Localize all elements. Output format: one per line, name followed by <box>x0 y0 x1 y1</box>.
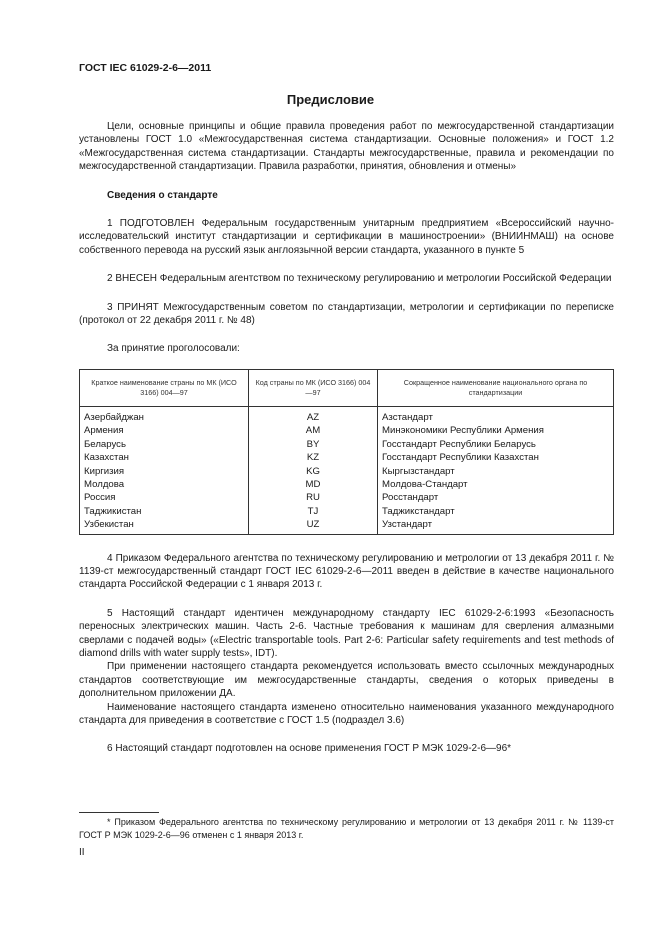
country-code-cell: TJ <box>249 505 378 518</box>
voting-countries-table <box>79 369 614 535</box>
country-code-cell: AM <box>249 424 378 437</box>
standards-body-cell: Молдова-Стандарт <box>378 478 614 491</box>
document-code-header: ГОСТ IEC 61029-2-6—2011 <box>79 62 212 74</box>
standards-body-cell: Кыргызстандарт <box>378 465 614 478</box>
country-name-cell: Узбекистан <box>80 518 249 534</box>
item-4-paragraph: 4 Приказом Федерального агентства по техническому регулированию и метрологии от 13 декабря 2011 г. № 1139-ст межгосударственный стандарт ГОСТ IEC 61029-2-6—2011 введен в действие в качестве национального стандарта Российской Федерации с 1 января 2013 г. <box>79 552 614 591</box>
country-name-cell: Армения <box>80 424 249 437</box>
table-row <box>80 478 614 491</box>
country-name-cell: Россия <box>80 491 249 504</box>
country-code-cell: AZ <box>249 406 378 424</box>
table-header-row <box>80 369 614 406</box>
header-country-name: Краткое наименование страны по МК (ИСО 3166) 004—97 <box>80 369 249 406</box>
document-body <box>79 120 614 756</box>
standards-body-cell: Узстандарт <box>378 518 614 534</box>
item-6-paragraph: 6 Настоящий стандарт подготовлен на основе применения ГОСТ Р МЭК 1029-2-6—96* <box>107 743 512 755</box>
standards-body-cell: Росстандарт <box>378 491 614 504</box>
standards-body-cell: Госстандарт Республики Казахстан <box>378 451 614 464</box>
standards-body-cell: Госстандарт Республики Беларусь <box>378 438 614 451</box>
country-code-cell: MD <box>249 478 378 491</box>
page-number: II <box>79 847 85 858</box>
country-code-cell: KZ <box>249 451 378 464</box>
item-1-paragraph: 1 ПОДГОТОВЛЕН Федеральным государственным унитарным предприятием «Всероссийский научно-исследовательский институт стандартизации и сертификации в машиностроении» (ВНИИНМАШ) на основе собственного перевода на русский язык англоязычной версии стандарта, указанного в пункте 5 <box>79 218 614 256</box>
item-5-paragraph: 5 Настоящий стандарт идентичен международному стандарту IEC 61029-2-6:1993 «Безопасность переносных электрических машин. Часть 2-6. Частные требования к машинам для сверления алмазными сверлами с подачей воды» («Electric transportable tools. Part 2-6: Particular safety requirements and test methods of diamond drills with water supply tests», IDT). <box>79 607 614 659</box>
country-code-cell: UZ <box>249 518 378 534</box>
section-subtitle: Сведения о стандарте <box>107 189 218 201</box>
header-standards-body: Сокращенное наименование национального органа по стандартизации <box>378 369 614 406</box>
table-row <box>80 451 614 464</box>
country-name-cell: Таджикистан <box>80 505 249 518</box>
footnote-separator <box>79 812 159 813</box>
country-name-cell: Беларусь <box>80 438 249 451</box>
country-name-cell: Молдова <box>80 478 249 491</box>
table-row <box>80 505 614 518</box>
country-code-cell: BY <box>249 438 378 451</box>
country-code-cell: RU <box>249 491 378 504</box>
table-row <box>80 424 614 437</box>
item-2-paragraph: 2 ВНЕСЕН Федеральным агентством по техническому регулированию и метрологии Российской Федерации <box>107 273 612 285</box>
table-row <box>80 406 614 424</box>
page-title: Предисловие <box>286 92 375 107</box>
table-row <box>80 518 614 534</box>
country-name-cell: Азербайджан <box>80 406 249 424</box>
item-5-title-note: Наименование настоящего стандарта изменено относительно наименования указанного международного стандарта для приведения в соответствие с ГОСТ 1.5 (подраздел 3.6) <box>79 701 614 726</box>
standards-body-cell: Азстандарт <box>378 406 614 424</box>
table-row <box>80 438 614 451</box>
country-name-cell: Киргизия <box>80 465 249 478</box>
country-name-cell: Казахстан <box>80 451 249 464</box>
table-body <box>80 406 614 534</box>
voted-label: За принятие проголосовали: <box>107 343 240 355</box>
footnote <box>79 816 614 841</box>
standards-body-cell: Таджикстандарт <box>378 505 614 518</box>
table-row <box>80 465 614 478</box>
intro-paragraph: Цели, основные принципы и общие правила проведения работ по межгосударственной стандартизации установлены ГОСТ 1.0 «Межгосударственная система стандартизации. Основные положения» и ГОСТ 1.2 «Межгосударственная система стандартизации. Стандарты межгосударственные, правила и рекомендации по межгосударственной стандартизации. Правила разработки, принятия, обновления и отмены» <box>79 121 614 173</box>
header-country-code: Код страны по МК (ИСО 3166) 004—97 <box>249 369 378 406</box>
footnote-text: * Приказом Федерального агентства по техническому регулированию и метрологии от 13 декабря 2011 г. № 1139-ст ГОСТ Р МЭК 1029-2-6—96 отменен с 1 января 2013 г. <box>79 817 614 840</box>
standards-body-cell: Минэкономики Республики Армения <box>378 424 614 437</box>
item-5-application-note: При применении настоящего стандарта рекомендуется использовать вместо ссылочных международных стандартов соответствующие им межгосударственные стандарты, сведения о которых приведены в дополнительном приложении ДА. <box>79 661 614 700</box>
country-code-cell: KG <box>249 465 378 478</box>
table-row <box>80 491 614 504</box>
item-3-paragraph: 3 ПРИНЯТ Межгосударственным советом по стандартизации, метрологии и сертификации по переписке (протокол от 22 декабря 2011 г. № 48) <box>79 301 614 327</box>
